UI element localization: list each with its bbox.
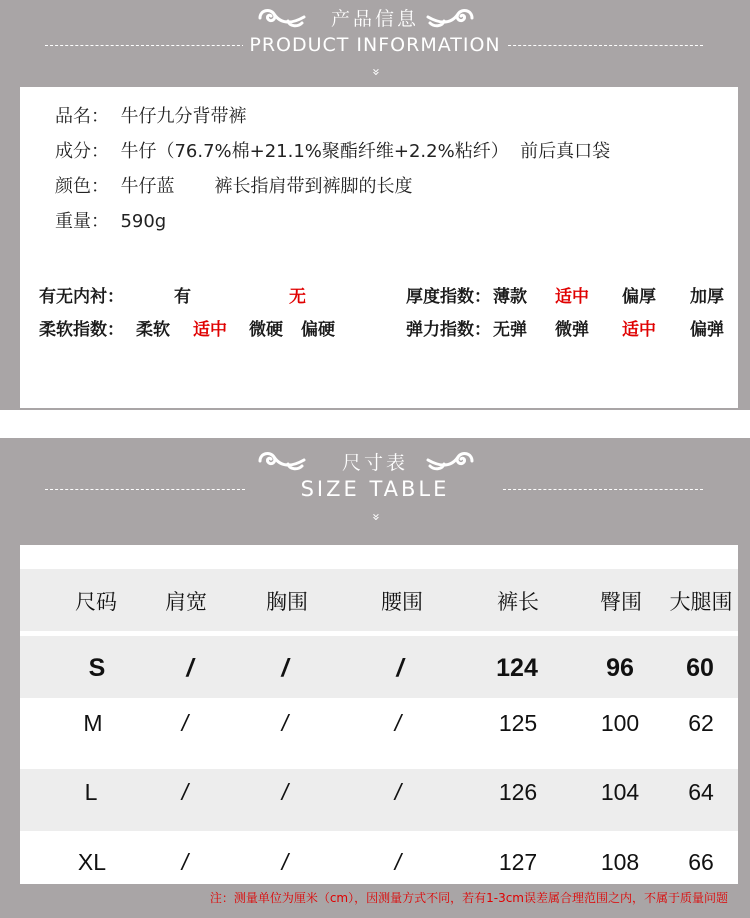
table-header-cell: 大腿围 <box>669 590 733 614</box>
table-cell: / <box>394 849 402 875</box>
size-table-title-cn: 尺寸表 <box>341 452 408 474</box>
table-header-cell: 臀围 <box>600 590 642 614</box>
table-cell: / <box>186 654 194 682</box>
softness-option: 偏硬 <box>301 320 335 340</box>
thickness-label: 厚度指数： <box>406 287 491 307</box>
table-cell-size: L <box>84 779 98 805</box>
table-cell-size: XL <box>77 849 107 875</box>
table-cell: 125 <box>498 710 538 736</box>
swirl-ornament-icon <box>424 448 476 474</box>
elasticity-option-selected: 适中 <box>622 320 656 340</box>
table-header-cell: 胸围 <box>266 590 308 614</box>
table-cell-size: S <box>88 654 106 682</box>
elasticity-option: 微弹 <box>555 320 589 340</box>
table-cell: 62 <box>688 710 714 736</box>
table-cell: 108 <box>600 849 640 875</box>
thickness-option: 加厚 <box>690 287 724 307</box>
thickness-option: 薄款 <box>493 287 527 307</box>
header-divider <box>503 489 703 490</box>
header-divider <box>503 45 703 46</box>
measurement-note: 注：测量单位为厘米（cm），因测量方式不同，若有1-3cm误差属合理范围之内，不属于质量问题 <box>209 891 728 905</box>
product-color: 颜色： 牛仔蓝 裤长指肩带到裤脚的长度 <box>55 176 413 197</box>
softness-option-selected: 适中 <box>193 320 227 340</box>
table-header-cell: 肩宽 <box>165 590 207 614</box>
lining-option-selected: 无 <box>289 287 306 307</box>
chevron-down-icon: » <box>368 513 383 521</box>
product-name: 品名： 牛仔九分背带裤 <box>55 106 247 127</box>
softness-option: 微硬 <box>249 320 283 340</box>
lining-label: 有无内衬： <box>39 287 124 307</box>
table-cell: 126 <box>498 779 538 805</box>
table-cell: 124 <box>496 654 538 682</box>
table-cell-size: M <box>83 710 103 736</box>
product-info-title-en: PRODUCT INFORMATION <box>243 34 506 56</box>
size-table-title-en: SIZE TABLE <box>295 477 456 501</box>
table-cell: 66 <box>688 849 714 875</box>
thickness-option-selected: 适中 <box>555 287 589 307</box>
table-cell: / <box>181 710 189 736</box>
product-weight: 重量： 590g <box>55 211 167 232</box>
elasticity-option: 偏弹 <box>690 320 724 340</box>
chevron-down-icon: » <box>368 68 383 76</box>
softness-label: 柔软指数： <box>39 320 124 340</box>
swirl-ornament-icon <box>424 5 476 31</box>
table-cell: / <box>181 849 189 875</box>
elasticity-option: 无弹 <box>493 320 527 340</box>
table-cell: 100 <box>600 710 640 736</box>
table-cell: / <box>394 779 402 805</box>
table-cell: 127 <box>498 849 538 875</box>
thickness-option: 偏厚 <box>622 287 656 307</box>
product-composition: 成分： 牛仔（76.7%棉+21.1%聚酯纤维+2.2%粘纤） 前后真口袋 <box>55 141 611 162</box>
table-header-cell: 尺码 <box>75 590 117 614</box>
table-cell: 96 <box>606 654 634 682</box>
table-cell: 60 <box>686 654 714 682</box>
product-info-title-cn: 产品信息 <box>330 8 419 30</box>
table-header-cell: 腰围 <box>381 590 423 614</box>
table-cell: 64 <box>688 779 714 805</box>
table-header-cell: 裤长 <box>497 590 539 614</box>
table-cell: 104 <box>600 779 640 805</box>
table-cell: / <box>181 779 189 805</box>
table-cell: / <box>281 779 289 805</box>
table-cell: / <box>394 710 402 736</box>
lining-option: 有 <box>174 287 191 307</box>
table-cell: / <box>396 654 404 682</box>
elasticity-label: 弹力指数： <box>406 320 491 340</box>
table-cell: / <box>281 849 289 875</box>
table-cell: / <box>281 710 289 736</box>
softness-option: 柔软 <box>136 320 170 340</box>
table-cell: / <box>281 654 289 682</box>
